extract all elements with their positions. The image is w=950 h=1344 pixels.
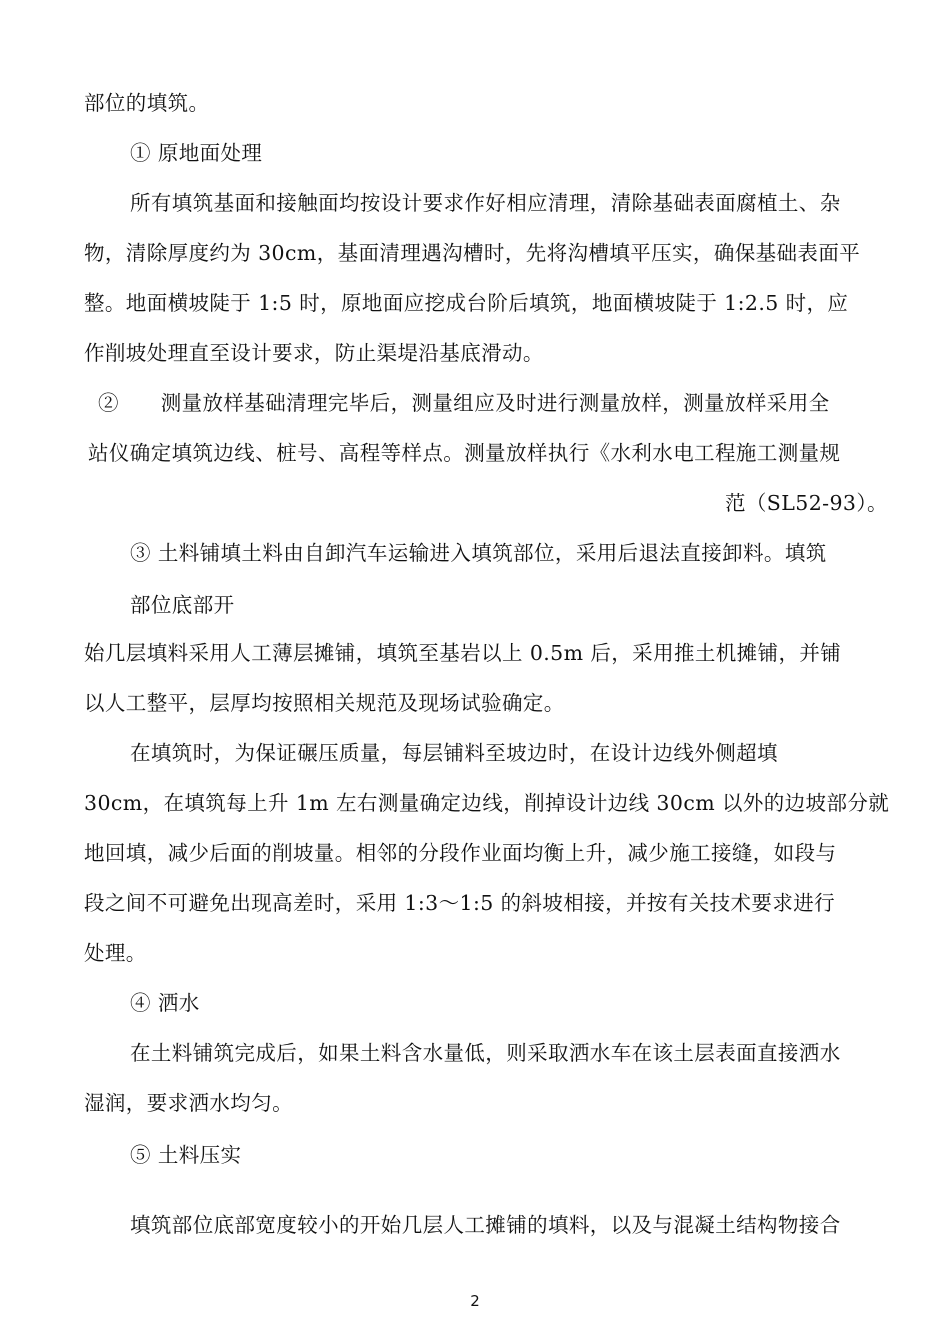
text-line: 部位底部开	[130, 593, 235, 617]
text-line: 在填筑时，为保证碾压质量，每层铺料至坡边时，在设计边线外侧超填	[130, 741, 778, 765]
text-line: 作削坡处理直至设计要求，防止渠堤沿基底滑动。	[84, 341, 544, 365]
text-line: 整。地面横坡陡于 1:5 时，原地面应挖成台阶后填筑，地面横坡陡于 1:2.5 时，应	[84, 291, 849, 315]
text-line: 以人工整平，层厚均按照相关规范及现场试验确定。	[84, 691, 565, 715]
section-heading: ⑤ 土料压实	[130, 1143, 242, 1167]
section-heading: ④ 洒水	[130, 991, 200, 1015]
text-line: 段之间不可避免出现高差时，采用 1:3～1:5 的斜坡相接，并按有关技术要求进行	[84, 891, 836, 915]
text-line: 30cm，在填筑每上升 1m 左右测量确定边线，削掉设计边线 30cm 以外的边坡部分就	[84, 791, 890, 815]
text-line: 部位的填筑。	[84, 91, 210, 115]
text-line: 所有填筑基面和接触面均按设计要求作好相应清理，清除基础表面腐植土、杂	[130, 191, 841, 215]
text-line: 填筑部位底部宽度较小的开始几层人工摊铺的填料，以及与混凝土结构物接合	[130, 1213, 841, 1237]
section-heading: ② 测量放样基础清理完毕后，测量组应及时进行测量放样，测量放样采用全	[98, 391, 830, 415]
section-heading: ① 原地面处理	[130, 141, 263, 165]
text-line: 始几层填料采用人工薄层摊铺，填筑至基岩以上 0.5m 后，采用推土机摊铺，并铺	[84, 641, 842, 665]
text-line: 物，清除厚度约为 30cm，基面清理遇沟槽时，先将沟槽填平压实，确保基础表面平	[84, 241, 861, 265]
text-line: 地回填，减少后面的削坡量。相邻的分段作业面均衡上升，减少施工接缝，如段与	[84, 841, 837, 865]
section-heading: ③ 土料铺填土料由自卸汽车运输进入填筑部位，采用后退法直接卸料。填筑	[130, 541, 827, 565]
text-line: 站仪确定填筑边线、桩号、高程等样点。测量放样执行《水利水电工程施工测量规	[88, 441, 841, 465]
text-line: 范（SL52-93）。	[725, 491, 888, 515]
text-line: 湿润，要求洒水均匀。	[84, 1091, 293, 1115]
page-number: 2	[470, 1292, 480, 1310]
text-line: 在土料铺筑完成后，如果土料含水量低，则采取洒水车在该土层表面直接洒水	[130, 1041, 841, 1065]
text-line: 处理。	[84, 941, 147, 965]
